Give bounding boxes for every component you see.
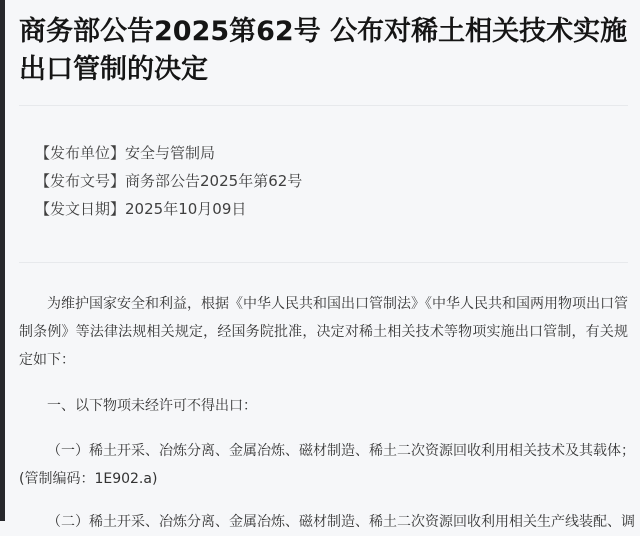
left-edge-bar xyxy=(0,0,5,521)
meta-item-document-number xyxy=(35,167,628,195)
meta-item-issue-date xyxy=(35,195,628,223)
meta-divider xyxy=(19,262,628,263)
title-divider xyxy=(19,105,628,106)
meta-value: 商务部公告2025年第62号 xyxy=(125,172,303,190)
intro-paragraph: 为维护国家安全和利益，根据《中华人民共和国出口管制法》《中华人民共和国两用物项出口管制条例》等法律法规相关规定，经国务院批准，决定对稀土相关技术等物项实施出口管制，有关规定如下： xyxy=(19,296,628,368)
control-item-1-text: （一）稀土开采、冶炼分离、金属冶炼、磁材制造、稀土二次资源回收利用相关技术及其载体； xyxy=(47,443,635,459)
meta-label: 【发布文号】 xyxy=(35,172,126,190)
meta-item-issuing-unit xyxy=(35,139,628,167)
control-item-2-partial: （二）稀土开采、冶炼分离、金属冶炼、磁材制造、稀土二次资源回收利用相关生产线装配、调 xyxy=(47,514,635,530)
control-item-1-code: (管制编码：1E902.a) xyxy=(19,471,158,487)
meta-label: 【发文日期】 xyxy=(35,200,126,218)
meta-value: 安全与管制局 xyxy=(125,144,216,162)
meta-list xyxy=(35,139,628,223)
meta-value: 2025年10月09日 xyxy=(125,200,247,218)
article-page xyxy=(5,0,640,536)
section-1-heading: 一、以下物项未经许可不得出口： xyxy=(47,398,257,414)
control-item-1 xyxy=(19,437,635,493)
page-title: 商务部公告2025第62号 公布对稀土相关技术实施出口管制的决定 xyxy=(19,16,628,85)
meta-label: 【发布单位】 xyxy=(35,144,126,162)
